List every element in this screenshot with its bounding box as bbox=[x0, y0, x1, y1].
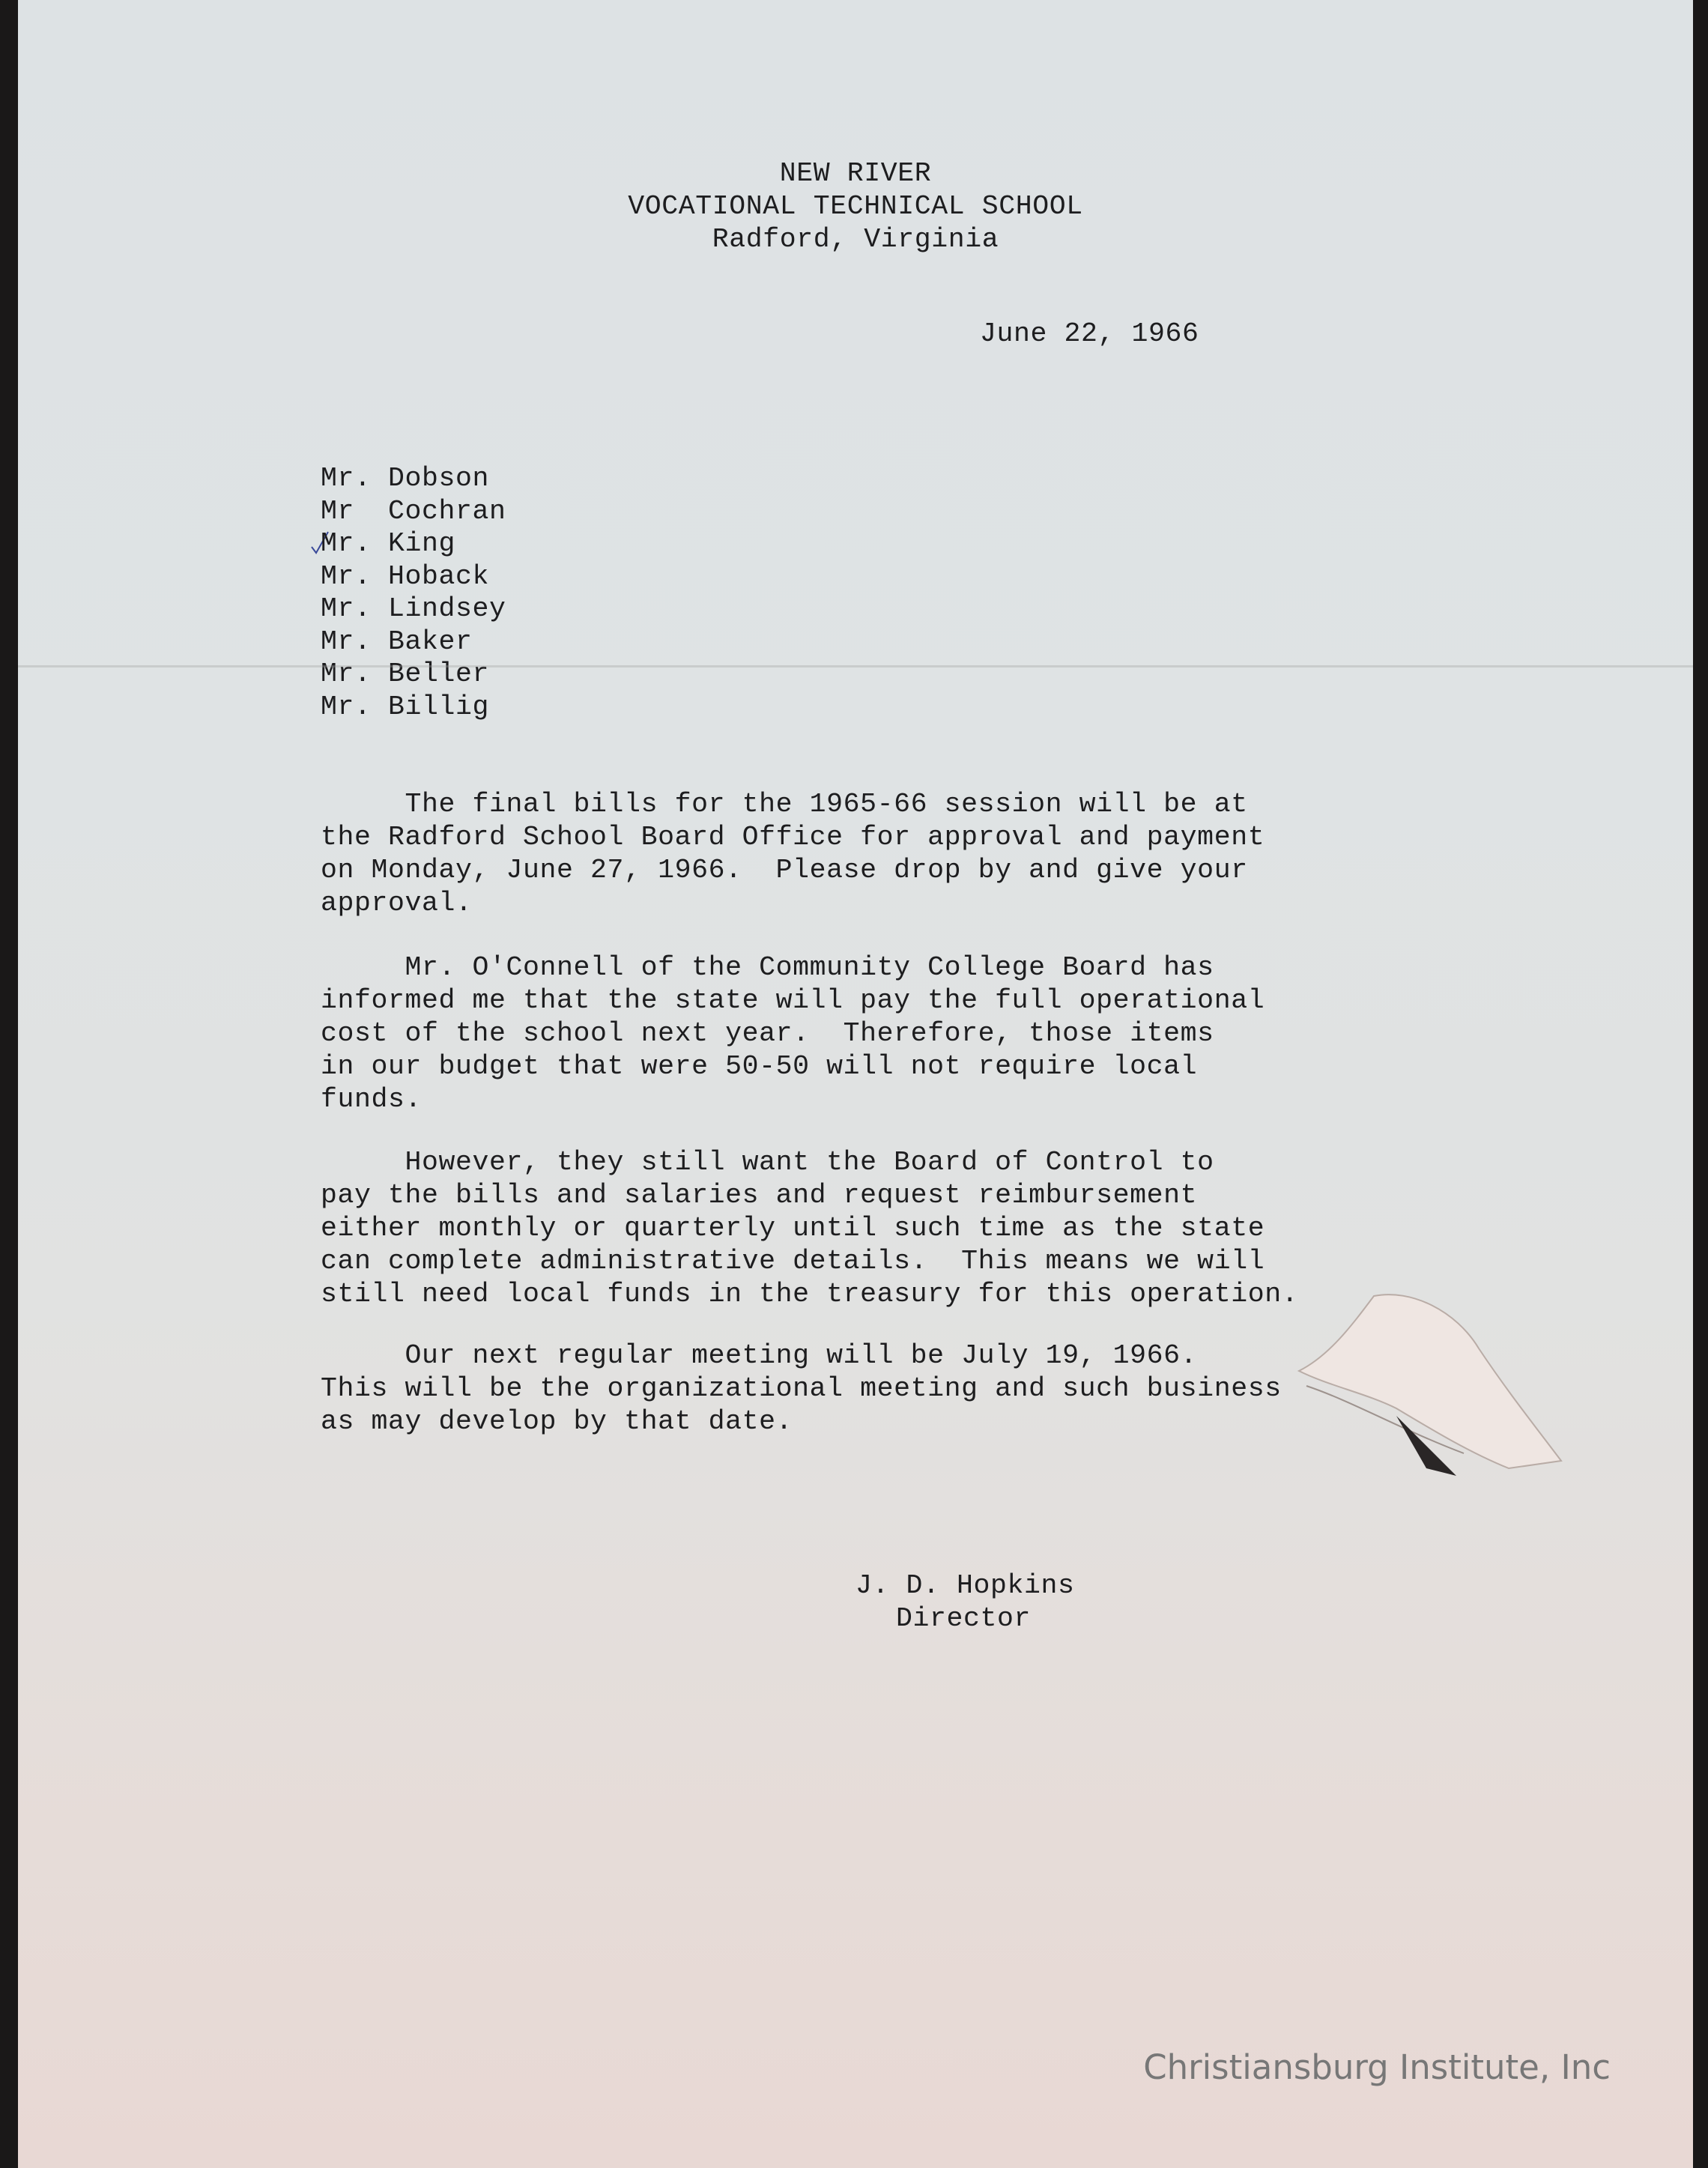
paragraph-line: Our next regular meeting will be July 19, 1966. bbox=[321, 1340, 1198, 1371]
paragraph-line: This will be the organizational meeting and such business bbox=[321, 1373, 1282, 1404]
recipient-item: Mr. King bbox=[321, 528, 456, 559]
paragraph-line: cost of the school next year. Therefore, those items bbox=[321, 1018, 1214, 1049]
recipient-item: Mr. Dobson bbox=[321, 463, 490, 494]
letterhead-line-3: Radford, Virginia bbox=[712, 224, 999, 255]
paragraph-line: as may develop by that date. bbox=[321, 1406, 793, 1437]
paragraph-line: approval. bbox=[321, 888, 473, 918]
paragraph-line: in our budget that were 50-50 will not require local bbox=[321, 1051, 1198, 1082]
letter-date: June 22, 1966 bbox=[980, 318, 1199, 349]
paragraph-line: the Radford School Board Office for approval and payment bbox=[321, 822, 1265, 853]
paragraph-line: on Monday, June 27, 1966. Please drop by and give your bbox=[321, 855, 1248, 885]
paragraph-line: can complete administrative details. This means we will bbox=[321, 1246, 1265, 1277]
recipient-list bbox=[321, 462, 506, 723]
paragraph-state-funding bbox=[321, 951, 1265, 1116]
signature-title: Director bbox=[896, 1603, 1032, 1634]
recipient-item: Mr. Billig bbox=[321, 691, 490, 722]
paragraph-bills bbox=[321, 788, 1265, 920]
recipient-item: Mr. Hoback bbox=[321, 560, 490, 592]
paragraph-line: Mr. O'Connell of the Community College Board has bbox=[321, 952, 1214, 983]
letterhead-line-1: NEW RIVER bbox=[779, 158, 932, 189]
paragraph-reimbursement bbox=[321, 1146, 1298, 1311]
archive-watermark: Christiansburg Institute, Inc bbox=[1143, 2047, 1611, 2087]
recipient-item: Mr. Lindsey bbox=[321, 593, 506, 624]
paragraph-line: pay the bills and salaries and request reimbursement bbox=[321, 1180, 1198, 1211]
letterhead-line-2: VOCATIONAL TECHNICAL SCHOOL bbox=[628, 191, 1083, 222]
paragraph-line: The final bills for the 1965-66 session will be at bbox=[321, 789, 1248, 820]
paragraph-next-meeting bbox=[321, 1339, 1282, 1438]
paragraph-line: either monthly or quarterly until such time as the state bbox=[321, 1213, 1265, 1244]
paragraph-line: However, they still want the Board of Control to bbox=[321, 1147, 1214, 1178]
paragraph-line: funds. bbox=[321, 1084, 423, 1115]
paper-tear-damage bbox=[1284, 1281, 1569, 1528]
paragraph-line: still need local funds in the treasury for this operation. bbox=[321, 1279, 1299, 1309]
recipient-item: Mr. Beller bbox=[321, 658, 490, 689]
recipient-item: Mr Cochran bbox=[321, 495, 506, 527]
letterhead bbox=[18, 157, 1693, 256]
recipient-item: Mr. Baker bbox=[321, 626, 473, 657]
paragraph-line: informed me that the state will pay the full operational bbox=[321, 985, 1265, 1016]
signature-name: J. D. Hopkins bbox=[855, 1570, 1075, 1601]
letter-page bbox=[18, 0, 1693, 2168]
